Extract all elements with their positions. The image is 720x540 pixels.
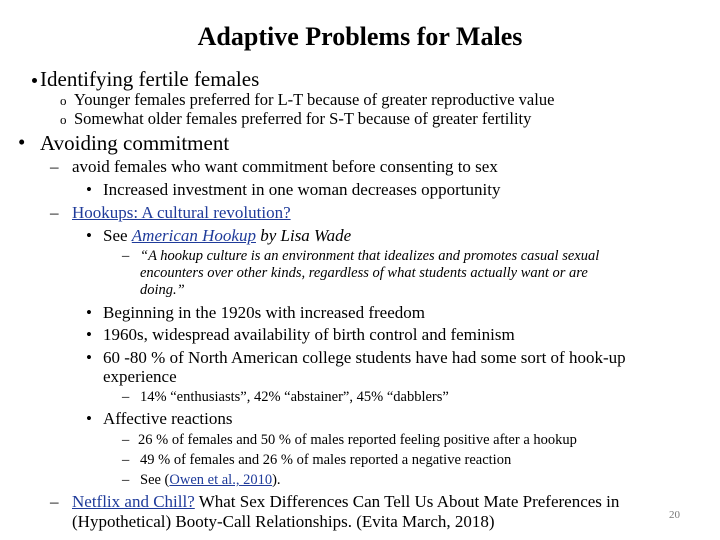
link-owen-et-al[interactable]: Owen et al., 2010 [169, 472, 273, 488]
link-hookups-cultural-revolution[interactable]: Hookups: A cultural revolution? [72, 203, 291, 222]
bullet-avoiding-commitment: Avoiding commitment [40, 131, 230, 155]
dash-icon: – [122, 389, 130, 405]
bullet-icon: • [86, 325, 92, 344]
bullet-dot [32, 78, 37, 83]
bullet-icon: • [86, 303, 92, 322]
dash-icon: – [122, 452, 130, 468]
bullet-icon: • [86, 409, 92, 428]
bullet-icon: • [86, 226, 92, 245]
dash-icon: – [50, 492, 59, 511]
quote-line-3: doing.” [140, 282, 185, 298]
dash-icon: – [50, 157, 59, 176]
reaction-positive: 26 % of females and 50 % of males reported feeling positive after a hookup [138, 432, 577, 448]
quote-line-1: “A hookup culture is an environment that idealizes and promotes casual sexual [140, 248, 600, 264]
see-american-hookup-line [103, 226, 351, 246]
slide-title: Adaptive Problems for Males [197, 22, 523, 51]
dash-item-avoid-females: avoid females who want commitment before consenting to sex [72, 157, 498, 176]
slide-number: 20 [669, 509, 680, 521]
bullet-icon: • [86, 180, 92, 199]
reaction-negative: 49 % of females and 26 % of males reported a negative reaction [140, 452, 512, 468]
dash-icon: – [50, 203, 59, 222]
last-item-line2: (Hypothetical) Booty-Call Relationships. (Evita March, 2018) [72, 512, 495, 531]
see-owen-prefix: See ( [140, 472, 170, 488]
circle-bullet-icon: o [60, 93, 67, 108]
sub-bullet-younger-females: Younger females preferred for L-T because of greater reproductive value [74, 90, 555, 109]
point-hookup-percent-line2: experience [103, 367, 177, 386]
point-hookup-percent-line1: 60 -80 % of North American college students have had some sort of hook-up [103, 348, 626, 367]
reaction-see-owen [140, 472, 281, 489]
dash-icon: – [122, 472, 130, 488]
point-1920s: Beginning in the 1920s with increased freedom [103, 303, 425, 322]
sub-item-increased-investment: Increased investment in one woman decreases opportunity [103, 180, 501, 199]
see-prefix: See [103, 226, 132, 245]
dash-icon: – [122, 432, 130, 448]
quote-line-2: encounters over other kinds, regardless of what students actually want or are [140, 265, 588, 281]
see-suffix: by Lisa Wade [255, 226, 352, 245]
dash-icon: – [122, 248, 130, 264]
last-item-line1 [72, 492, 619, 512]
circle-bullet-icon: o [60, 112, 67, 127]
last-item-text: What Sex Differences Can Tell Us About Mate Preferences in [194, 492, 620, 511]
sub-bullet-older-females: Somewhat older females preferred for S-T because of greater fertility [74, 109, 532, 128]
point-affective-reactions: Affective reactions [103, 409, 233, 428]
see-owen-suffix: ). [272, 472, 281, 488]
stats-line: 14% “enthusiasts”, 42% “abstainer”, 45% “dabblers” [140, 389, 449, 405]
link-netflix-and-chill[interactable]: Netflix and Chill? [72, 492, 195, 511]
link-american-hookup[interactable]: American Hookup [131, 226, 256, 245]
bullet-icon: • [86, 348, 92, 367]
bullet-icon: • [18, 130, 26, 154]
bullet-identifying-fertile-females: Identifying fertile females [40, 67, 260, 91]
point-1960s: 1960s, widespread availability of birth control and feminism [103, 325, 515, 344]
